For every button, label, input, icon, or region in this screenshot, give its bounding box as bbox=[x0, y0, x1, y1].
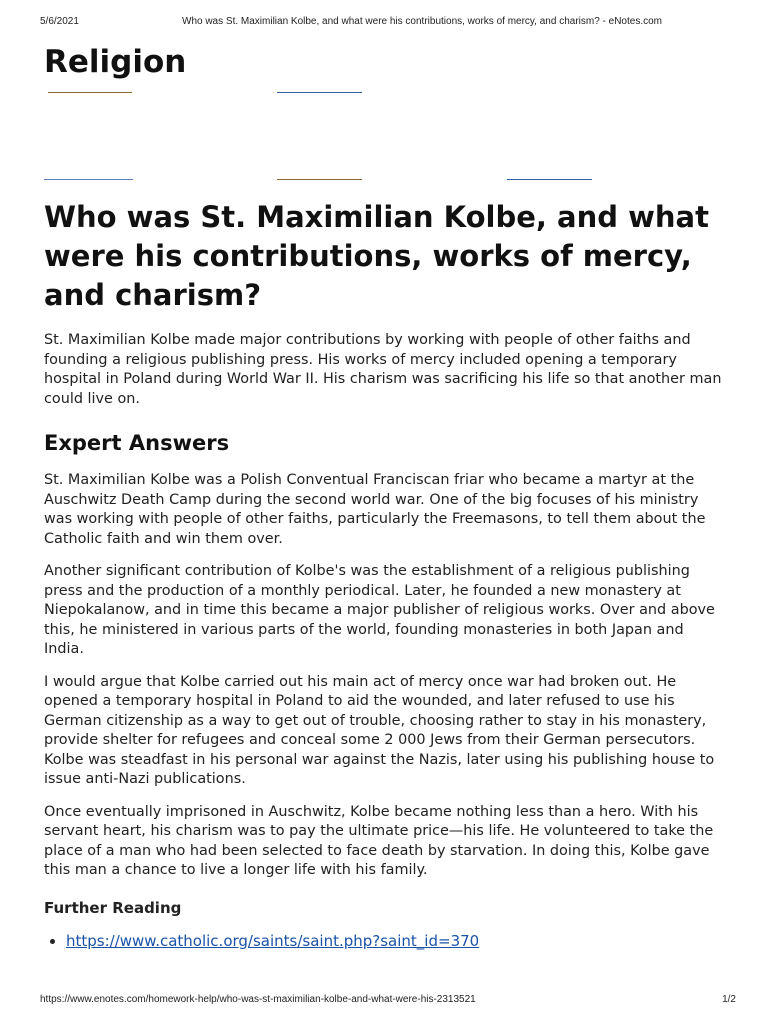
question-title: Who was St. Maximilian Kolbe, and what were his contributions, works of mercy, and charism? bbox=[44, 200, 709, 312]
answer-paragraph: St. Maximilian Kolbe was a Polish Conventual Franciscan friar who became a martyr at the Auschwitz Death Camp during the second world war. One of the big focuses of his ministry was working with people of other faiths, particularly the Freemasons, to tell them about the Catholic faith and win them over. bbox=[44, 472, 706, 547]
decor-rule bbox=[507, 179, 592, 180]
further-reading-heading: Further Reading bbox=[44, 898, 182, 917]
answer-paragraph: I would argue that Kolbe carried out his main act of mercy once war had broken out. He opened a temporary hospital in Poland to aid the wounded, and later refused to use his German citizenship as a way to get out of trouble, choosing rather to stay in his monastery, provide shelter for refugees and conceal some 2 000 Jews from their German persecutors. Kolbe was steadfast in his personal war against the Nazis, later using his publishing house to issue anti-Nazi publications. bbox=[44, 673, 715, 787]
answer-paragraph: Once eventually imprisoned in Auschwitz, Kolbe became nothing less than a hero. With his servant heart, his charism was to pay the ultimate price—his life. He volunteered to take the place of a man who had been selected to face death by starvation. In doing this, Kolbe gave this man a chance to live a longer life with his family. bbox=[44, 803, 714, 878]
article bbox=[44, 198, 724, 951]
print-footer bbox=[40, 994, 736, 1005]
page-number: 1/2 bbox=[722, 994, 736, 1005]
decor-rule bbox=[277, 92, 362, 93]
print-date: 5/6/2021 bbox=[40, 16, 79, 27]
further-reading-link[interactable]: https://www.catholic.org/saints/saint.php?saint_id=370 bbox=[66, 931, 480, 950]
section-title: Religion bbox=[44, 44, 187, 80]
list-item bbox=[66, 931, 724, 951]
decor-rule bbox=[277, 179, 362, 180]
print-url: https://www.enotes.com/homework-help/who-was-st-maximilian-kolbe-and-what-were-his-2313521 bbox=[40, 994, 476, 1005]
decor-rule bbox=[48, 92, 132, 93]
answer-summary: St. Maximilian Kolbe made major contributions by working with people of other faiths and founding a religious publishing press. His works of mercy included opening a temporary hospital in Poland during World War II. His charism was sacrificing his life so that another man could live on. bbox=[44, 332, 722, 407]
answer-paragraph: Another significant contribution of Kolbe's was the establishment of a religious publishing press and the production of a monthly periodical. Later, he founded a new monastery at Niepokalanow, and in time this became a major publisher of religious works. Over and above this, he ministered in various parts of the world, founding monasteries in both Japan and India. bbox=[44, 563, 715, 657]
expert-answers-heading: Expert Answers bbox=[44, 431, 230, 455]
further-reading-list bbox=[44, 931, 724, 951]
decor-rule bbox=[44, 179, 133, 180]
print-page-title: Who was St. Maximilian Kolbe, and what were his contributions, works of mercy, and charism? - eNotes.com bbox=[182, 16, 662, 27]
